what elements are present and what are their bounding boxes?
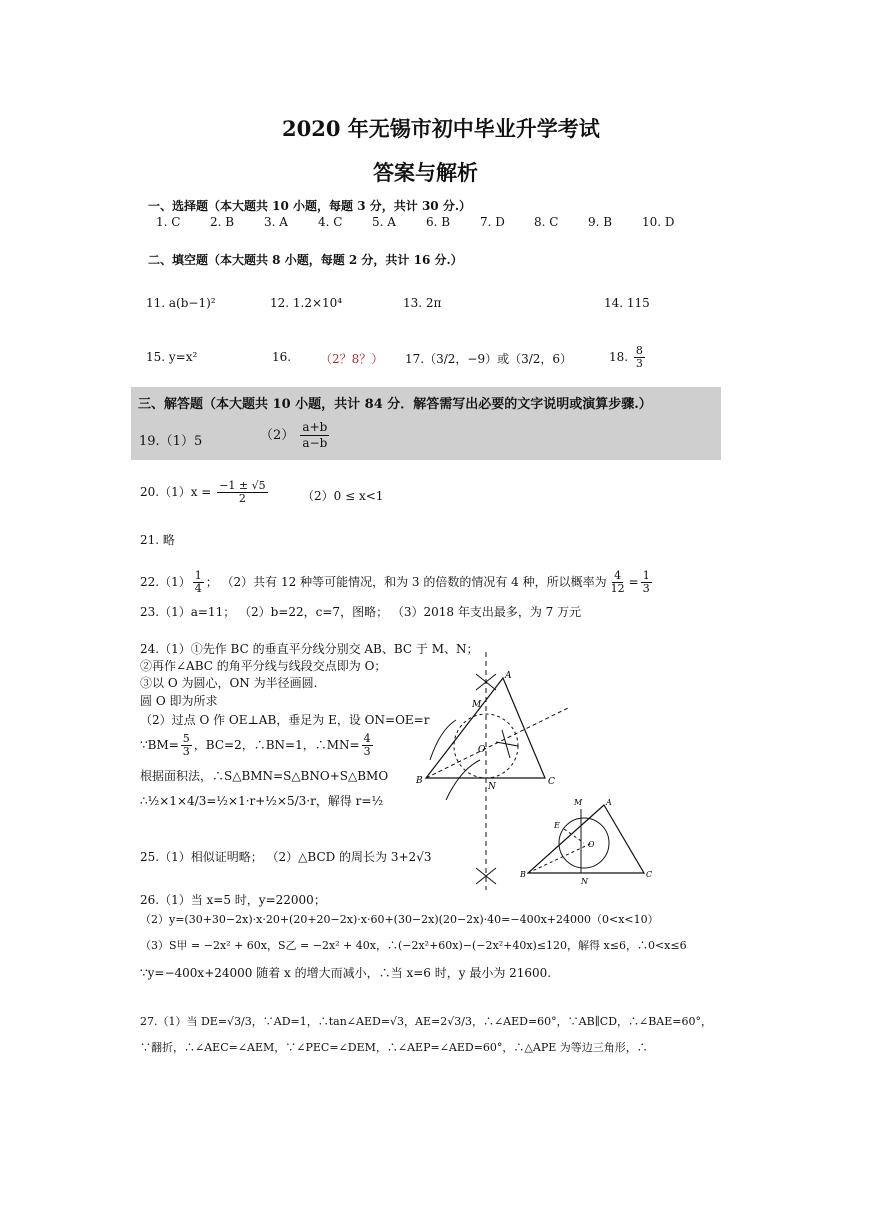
mc-answer: 3. A	[264, 215, 288, 229]
fraction: $\frac{1}{3}$	[642, 569, 650, 595]
page-title: 2020 年无锡市初中毕业升学考试	[282, 116, 600, 141]
mc-answer: 6. B	[426, 215, 451, 229]
answer-26-line3: （3）S甲 = −2x² + 60x，S乙 = −2x² + 40x，∴(−2x²+60x)−(−2x²+40x)≤120，解得 x≤6，∴0<x≤6	[140, 939, 687, 952]
answer-17: 17.（3/2，−9）或（3/2，6）	[405, 352, 573, 366]
answer-26-line2: （2）y=(30+30−2x)·x·20+(20+20−2x)·x·60+(30−2x)(20−2x)·40=−400x+24000（0<x<10）	[140, 913, 659, 926]
answer-27-line1: 27.（1）当 DE=√3/3，∵AD=1，∴tan∠AED=√3，AE=2√3/3，∴∠AED=60°，∵AB∥CD，∴∠BAE=60°，	[140, 1015, 712, 1028]
mc-answer: 10. D	[642, 215, 675, 229]
answer-16-value: （2？8？）	[320, 352, 384, 366]
label-C: C	[646, 870, 653, 879]
mc-answer: 5. A	[372, 215, 396, 229]
label-M: M	[574, 798, 583, 807]
answer-24-line5: （2）过点 O 作 OE⊥AB，垂足为 E，设 ON=OE=r	[140, 713, 430, 727]
answer-18	[609, 345, 647, 370]
section-2-title: 二、填空题（本大题共 8 小题，每题 2 分，共计 16 分.）	[148, 253, 463, 267]
fraction: $\frac{1}{4}$	[194, 569, 202, 595]
section-1-title: 一、选择题（本大题共 10 小题，每题 3 分，共计 30 分.）	[148, 199, 471, 213]
label-B: B	[520, 870, 526, 879]
answer-24-line3: ③以 O 为圆心，ON 为半径画圆.	[140, 676, 318, 690]
label-A: A	[505, 671, 512, 681]
answer-24-line1: 24.（1）①先作 BC 的垂直平分线分别交 AB、BC 于 M、N；	[140, 642, 479, 656]
answer-16-number: 16.	[272, 350, 292, 364]
section-3-title: 三、解答题（本大题共 10 小题，共计 84 分．解答需写出必要的文字说明或演算步骤.）	[138, 397, 652, 412]
label-E: E	[554, 821, 560, 830]
label-C: C	[548, 777, 555, 787]
answer-14: 14. 115	[604, 296, 650, 310]
answer-12: 12. 1.2×10⁴	[270, 296, 343, 310]
answer-24-line6: ∵BM= $\frac{5}{3}$ ，BC=2，∴BN=1，∴MN= $\frac{4}{3}$	[140, 732, 371, 758]
label-O: O	[588, 840, 595, 849]
answer-22: 22.（1） $\frac{1}{4}$ ； （2）共有 12 种等可能情况，和为 3 的倍数的情况有 4 种，所以概率为 $\frac{4}{12}$ = $\frac{1}{3}$	[140, 569, 650, 595]
mc-answer: 9. B	[588, 215, 613, 229]
mc-answer: 2. B	[210, 215, 235, 229]
label-O: O	[478, 745, 486, 755]
answer-24-line8: ∴½×1×4/3=½×1·r+½×5/3·r，解得 r=½	[140, 794, 384, 808]
fraction: $\frac{8}{3}$	[635, 344, 643, 370]
page-subtitle: 答案与解析	[373, 160, 478, 185]
answer-20-part2: （2）0 ≤ x<1	[302, 489, 384, 503]
fraction: $\frac{-1 \pm √5}{2}$	[219, 479, 266, 505]
label-A: A	[606, 798, 612, 807]
mc-answer: 4. C	[318, 215, 343, 229]
fraction: $\frac{4}{3}$	[363, 732, 371, 758]
answer-21: 21. 略	[140, 533, 175, 547]
answer-25: 25.（1）相似证明略； （2）△BCD 的周长为 3+2√3	[140, 850, 432, 864]
answer-24-line2: ②再作∠ABC 的角平分线与线段交点即为 O；	[140, 659, 387, 673]
answer-18-number: 18.	[609, 350, 629, 364]
answer-11: 11. a(b−1)²	[146, 296, 216, 310]
mc-answer: 1. C	[156, 215, 181, 229]
answer-24-line7: 根据面积法，∴S△BMN=S△BNO+S△BMO	[140, 769, 389, 783]
answer-19-part1: 19.（1）5	[139, 434, 203, 449]
label-B: B	[416, 776, 423, 786]
answer-26-line4: ∵y=−400x+24000 随着 x 的增大而减小，∴当 x=6 时，y 最小为 21600.	[140, 966, 552, 980]
answer-20-part1: 20.（1）x = $\frac{-1 \pm √5}{2}$	[140, 479, 266, 505]
fraction: $\frac{4}{12}$	[610, 569, 625, 595]
label-M: M	[472, 700, 482, 710]
geometry-figure-2	[518, 795, 658, 885]
fraction: $\frac{a+b}{a-b}$	[302, 420, 328, 450]
mc-answers	[156, 215, 696, 229]
answer-23: 23.（1）a=11； （2）b=22，c=7，图略； （3）2018 年支出最多，为 7 万元	[140, 605, 582, 619]
answer-26-line1: 26.（1）当 x=5 时，y=22000；	[140, 893, 326, 907]
answer-13: 13. 2π	[403, 296, 442, 310]
answer-15: 15. y=x²	[146, 350, 198, 364]
mc-answer: 7. D	[480, 215, 505, 229]
mc-answer: 8. C	[534, 215, 559, 229]
answer-24-line4: 圆 O 即为所求	[140, 694, 218, 708]
fraction: $\frac{5}{3}$	[182, 732, 190, 758]
answer-19-part2: （2） $\frac{a+b}{a-b}$	[260, 420, 328, 450]
answer-27-line2: ∵翻折，∴∠AEC=∠AEM，∵∠PEC=∠DEM，∴∠AEP=∠AED=60°，∴△APE 为等边三角形，∴	[140, 1041, 648, 1054]
label-N: N	[488, 782, 496, 792]
label-N: N	[581, 877, 588, 885]
